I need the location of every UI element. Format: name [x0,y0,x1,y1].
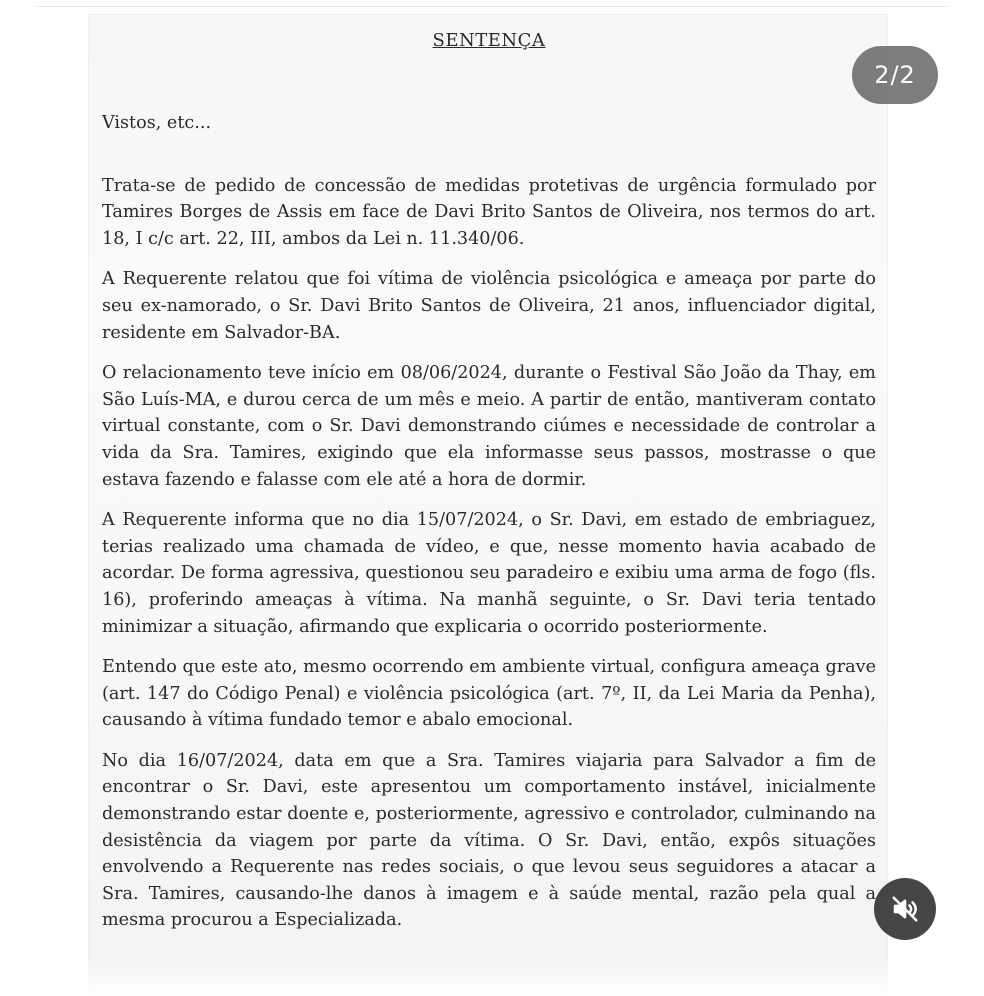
top-divider [36,6,948,7]
document-opening: Vistos, etc... [102,113,212,133]
document-paragraph-2: A Requerente relatou que foi vítima de violência psicológica e ameaça por parte do seu ex-namorado, o Sr. Davi Brito Santos de Oliveira, 21 anos, influenciador digital, residente em Salvador-BA. [102,269,876,343]
carousel-page-indicator: 2/2 [852,46,938,104]
document-body [102,22,876,982]
bottom-fade [88,956,888,996]
mute-toggle-button[interactable] [874,878,936,940]
document-paragraph-6: No dia 16/07/2024, data em que a Sra. Tamires viajaria para Salvador a fim de encontrar o Sr. Davi, este apresentou um comportamento instável, inicialmente demonstrando estar doente e, posteriormente, agressivo e controlador, culminando na desistência da viagem por parte da vítima. O Sr. Davi, então, expôs situações envolvendo a Requerente nas redes sociais, o que levou seus seguidores a atacar a Sra. Tamires, causando-lhe danos à imagem e à saúde mental, razão pela qual a mesma procurou a Especializada. [102,750,876,931]
speaker-muted-icon [890,894,920,924]
document-title: SENTENÇA [432,30,546,51]
document-paragraph-3: O relacionamento teve início em 08/06/2024, durante o Festival São João da Thay, em São Luís-MA, e durou cerca de um mês e meio. A partir de então, mantiveram contato virtual constante, com o Sr. Davi demonstrando ciúmes e necessidade de controlar a vida da Sra. Tamires, exigindo que ela informasse seus passos, mostrasse o que estava fazendo e falasse com ele até a hora de dormir. [102,363,876,490]
document-paragraph-4: A Requerente informa que no dia 15/07/2024, o Sr. Davi, em estado de embriaguez, terias realizado uma chamada de vídeo, e que, nesse momento havia acabado de acordar. De forma agressiva, questionou seu paradeiro e exibiu uma arma de fogo (fls. 16), proferindo ameaças à vítima. Na manhã seguinte, o Sr. Davi teria tentado minimizar a situação, afirmando que explicaria o ocorrido posteriormente. [102,510,876,637]
document-paragraph-1: Trata-se de pedido de concessão de medidas protetivas de urgência formulado por Tamires Borges de Assis em face de Davi Brito Santos de Oliveira, nos termos do art. 18, I c/c art. 22, III, ambos da Lei n. 11.340/06. [102,175,876,249]
document-paragraph-5: Entendo que este ato, mesmo ocorrendo em ambiente virtual, configura ameaça grave (art. 147 do Código Penal) e violência psicológica (art. 7º, II, da Lei Maria da Penha), causando à vítima fundado temor e abalo emocional. [102,657,876,731]
